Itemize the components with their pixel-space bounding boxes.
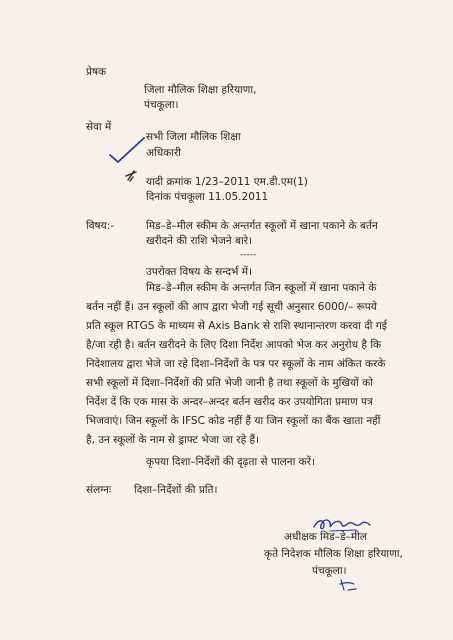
checkmark-icon [108, 135, 148, 165]
signature-line-1: अधीक्षक मिड–डे–मील [284, 531, 367, 543]
subject-line-1: मिड–डे–मील स्कीम के अन्तर्गत स्कूलों में खाना पकाने के बर्तन [146, 220, 378, 232]
reference-line: उपरोक्त विषय के सन्दर्भ में। [146, 266, 253, 278]
subject-line-2: खरीदने की राशि भेजने बारे। [146, 235, 253, 247]
sender-line-2: पंचकूला। [144, 99, 179, 111]
body-line-9: है, उन स्कूलों के नाम से ड्राफ्ट भेजा जा रहे हैं। [86, 434, 260, 446]
body-line-6: सभी स्कूलों में दिशा–निर्देशों की प्रति भेजी जानी है तथा स्कूलों के मुखियों को [86, 377, 373, 389]
body-line-2: बर्तन नहीं हैं। उन स्कूलों की आप द्वारा भेजी गई सूची अनुसार 6000/– रूपये [86, 301, 377, 313]
body-line-3: प्रति स्कूल RTGS के माध्यम से Axis Bank से राशि स्थानान्तरण करवा दी गई [86, 320, 387, 332]
recipient-label: सेवा में [86, 121, 112, 133]
signature-line-2: कृते निदेशक मौलिक शिक्षा हरियाणा, [264, 548, 403, 560]
recipient-line-1: सभी जिला मौलिक शिक्षा [146, 131, 241, 143]
pen-mark-icon [124, 170, 138, 182]
body-line-4: है/जा रही है। बर्तन खरीदने के लिए दिशा निर्देश आपको भेज कर अनुरोध है कि [86, 339, 382, 351]
body-line-8: भिजवाएं। जिन स्कूलों के IFSC कोड नहीं हैं या जिन स्कूलों का बैंक खाता नहीं [86, 415, 381, 427]
memo-number: यादी क्रमांक 1/23–2011 एम.डी.एम(1) [146, 176, 308, 188]
body-line-1: मिड–डे–मील स्कीम के अन्तर्गत जिन स्कूलों में खाना पकाने के [146, 282, 377, 294]
recipient-line-2: अधिकारी [146, 147, 181, 159]
closing-request: कृपया दिशा–निर्देशों की दृढ़ता से पालना करें। [146, 456, 316, 468]
date-line: दिनांक पंचकूला 11.05.2011 [146, 191, 269, 203]
subject-label: विषय:- [86, 220, 115, 232]
enclosure-text: दिशा–निर्देशों की प्रति। [134, 484, 218, 496]
subject-rule: ----- [240, 250, 257, 260]
body-line-7: निर्देश दें कि एक मास के अन्दर–अन्दर बर्तन खरीद कर उपयोगिता प्रमाण पत्र [86, 396, 373, 408]
signature-line-3: पंचकूला। [312, 565, 347, 577]
sender-line-1: जिला मौलिक शिक्षा हरियाणा, [144, 84, 257, 96]
initials-mark [338, 578, 358, 592]
enclosure-label: संलग्नः [86, 484, 112, 496]
body-line-5: निदेशालय द्वारा भेजे जा रहे दिशा–निर्देशों के पत्र पर स्कूलों के नाम अंकित करके [86, 358, 386, 370]
sender-label: प्रेषक [86, 66, 107, 78]
